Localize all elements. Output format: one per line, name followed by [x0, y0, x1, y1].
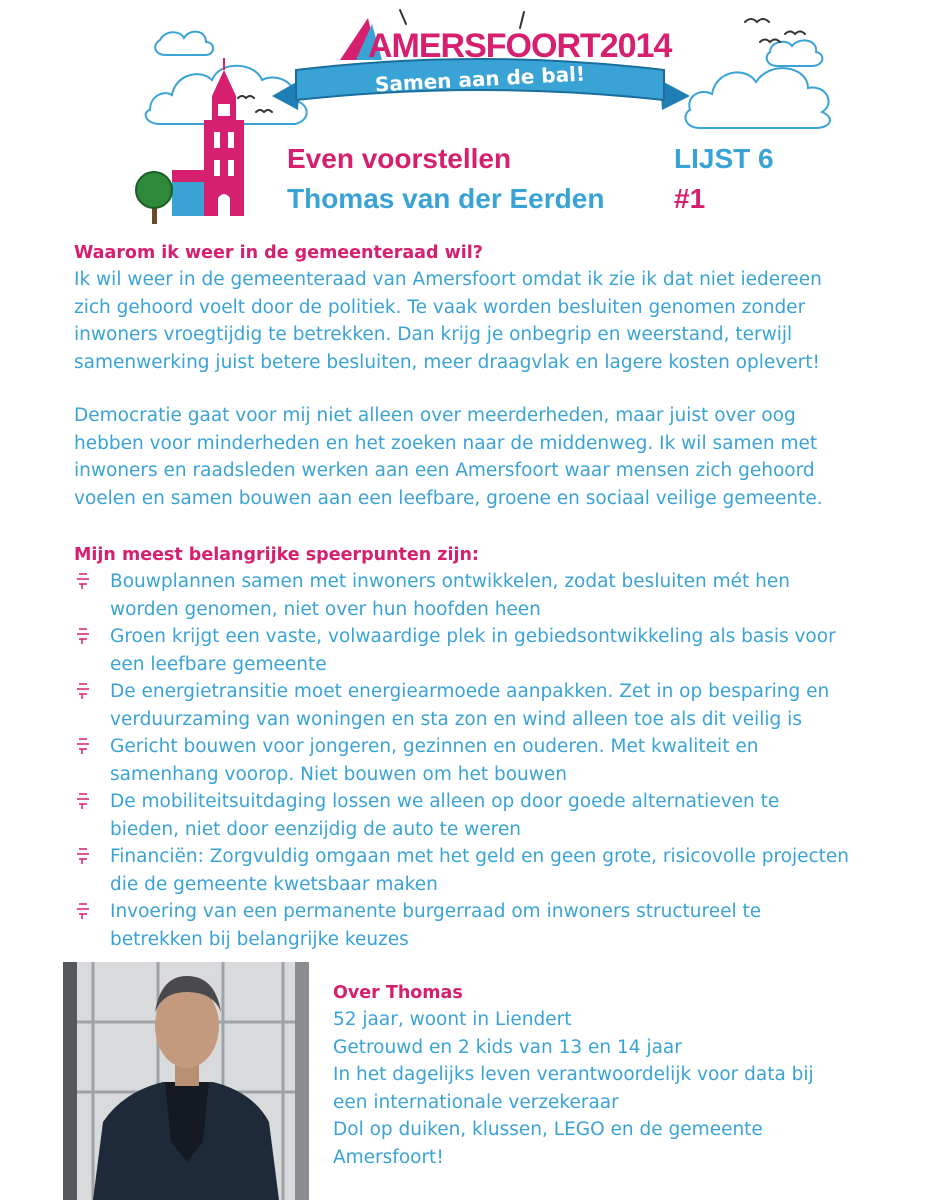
section-democracy	[74, 402, 904, 512]
about-line: Amersfoort!	[333, 1146, 444, 1168]
list-item	[74, 788, 904, 843]
section-why	[74, 240, 904, 376]
paragraph-line: inwoners en raadsleden werken aan een Amersfoort waar mensen zich gehoord	[74, 460, 815, 481]
bullet-icon	[76, 847, 90, 865]
list-item-line: bieden, niet door eenzijdig de auto te weren	[110, 818, 521, 840]
list-item-line: betrekken bij belangrijke keuzes	[110, 928, 409, 950]
list-item	[74, 733, 904, 788]
candidate-name: Thomas van der Eerden	[287, 183, 605, 214]
list-item-line: worden genomen, niet over hun hoofden heen	[110, 598, 541, 620]
section-heading: Waarom ik weer in de gemeenteraad wil?	[74, 243, 483, 263]
bullet-icon	[76, 627, 90, 645]
paragraph-line: hebben voor minderheden en het zoeken naar de middenweg. Ik wil samen met	[74, 432, 818, 454]
list-number: LIJST 6	[674, 143, 774, 174]
paragraph-line: samenwerking juist betere besluiten, meer draagvlak en lagere kosten oplevert!	[74, 351, 820, 373]
tree-icon	[136, 172, 172, 224]
list-item-line: een leefbare gemeente	[110, 653, 327, 675]
list-item-line: die de gemeente kwetsbaar maken	[110, 873, 438, 895]
title-even-voorstellen: Even voorstellen	[287, 143, 512, 174]
bullet-icon	[76, 682, 90, 700]
bullet-icon	[76, 572, 90, 590]
list-item	[74, 678, 904, 733]
candidate-position: #1	[674, 183, 706, 214]
list-item-line: De energietransitie moet energiearmoede aanpakken. Zet in op besparing en	[110, 681, 830, 702]
bullet-icon	[76, 792, 90, 810]
about-line: Getrouwd en 2 kids van 13 en 14 jaar	[333, 1036, 682, 1058]
speerpunten-heading: Mijn meest belangrijke speerpunten zijn:	[74, 545, 479, 565]
paragraph-line: Ik wil weer in de gemeenteraad van Amersfoort omdat ik zie ik dat niet iedereen	[74, 269, 822, 290]
list-item	[74, 898, 904, 953]
list-item-line: Financiën: Zorgvuldig omgaan met het geld en geen grote, risicovolle projecten	[110, 846, 850, 867]
list-item-line: Invoering van een permanente burgerraad om inwoners structureel te	[110, 901, 762, 922]
list-item-line: Bouwplannen samen met inwoners ontwikkelen, zodat besluiten mét hen	[110, 571, 790, 592]
about-heading: Over Thomas	[333, 983, 463, 1003]
candidate-portrait-photo	[63, 962, 309, 1200]
about-line: In het dagelijks leven verantwoordelijk voor data bij	[333, 1064, 814, 1085]
about-section	[333, 980, 893, 1171]
bullet-icon	[76, 737, 90, 755]
paragraph-line: Democratie gaat voor mij niet alleen over meerderheden, maar juist over oog	[74, 405, 796, 426]
about-line: een internationale verzekeraar	[333, 1091, 619, 1113]
about-line: Dol op duiken, klussen, LEGO en de gemeente	[333, 1119, 763, 1140]
logo-text: AMERSFOORT2014	[368, 27, 672, 65]
list-item-line: verduurzaming van woningen en sta zon en wind alleen toe als dit veilig is	[110, 708, 802, 730]
cloud-right-icon	[685, 40, 830, 128]
speerpunten-list	[74, 568, 904, 953]
paragraph-line: voelen en samen bouwen aan een leefbare, groene en sociaal veilige gemeente.	[74, 487, 823, 509]
list-item	[74, 623, 904, 678]
list-item-line: De mobiliteitsuitdaging lossen we alleen op door goede alternatieven te	[110, 791, 780, 812]
paragraph-line: zich gehoord voelt door de politiek. Te vaak worden besluiten genomen zonder	[74, 296, 806, 318]
banner-text: Samen aan de bal!	[374, 61, 586, 97]
bullet-icon	[76, 902, 90, 920]
list-item-line: samenhang voorop. Niet bouwen om het bouwen	[110, 763, 568, 785]
list-item	[74, 843, 904, 898]
list-item	[74, 568, 904, 623]
list-item-line: Gericht bouwen voor jongeren, gezinnen en ouderen. Met kwaliteit en	[110, 736, 759, 757]
paragraph-line: inwoners vroegtijdig te betrekken. Dan krijg je onbegrip en weerstand, terwijl	[74, 324, 793, 345]
about-line: 52 jaar, woont in Liendert	[333, 1009, 572, 1030]
list-item-line: Groen krijgt een vaste, volwaardige plek in gebiedsontwikkeling als basis voor	[110, 626, 836, 647]
